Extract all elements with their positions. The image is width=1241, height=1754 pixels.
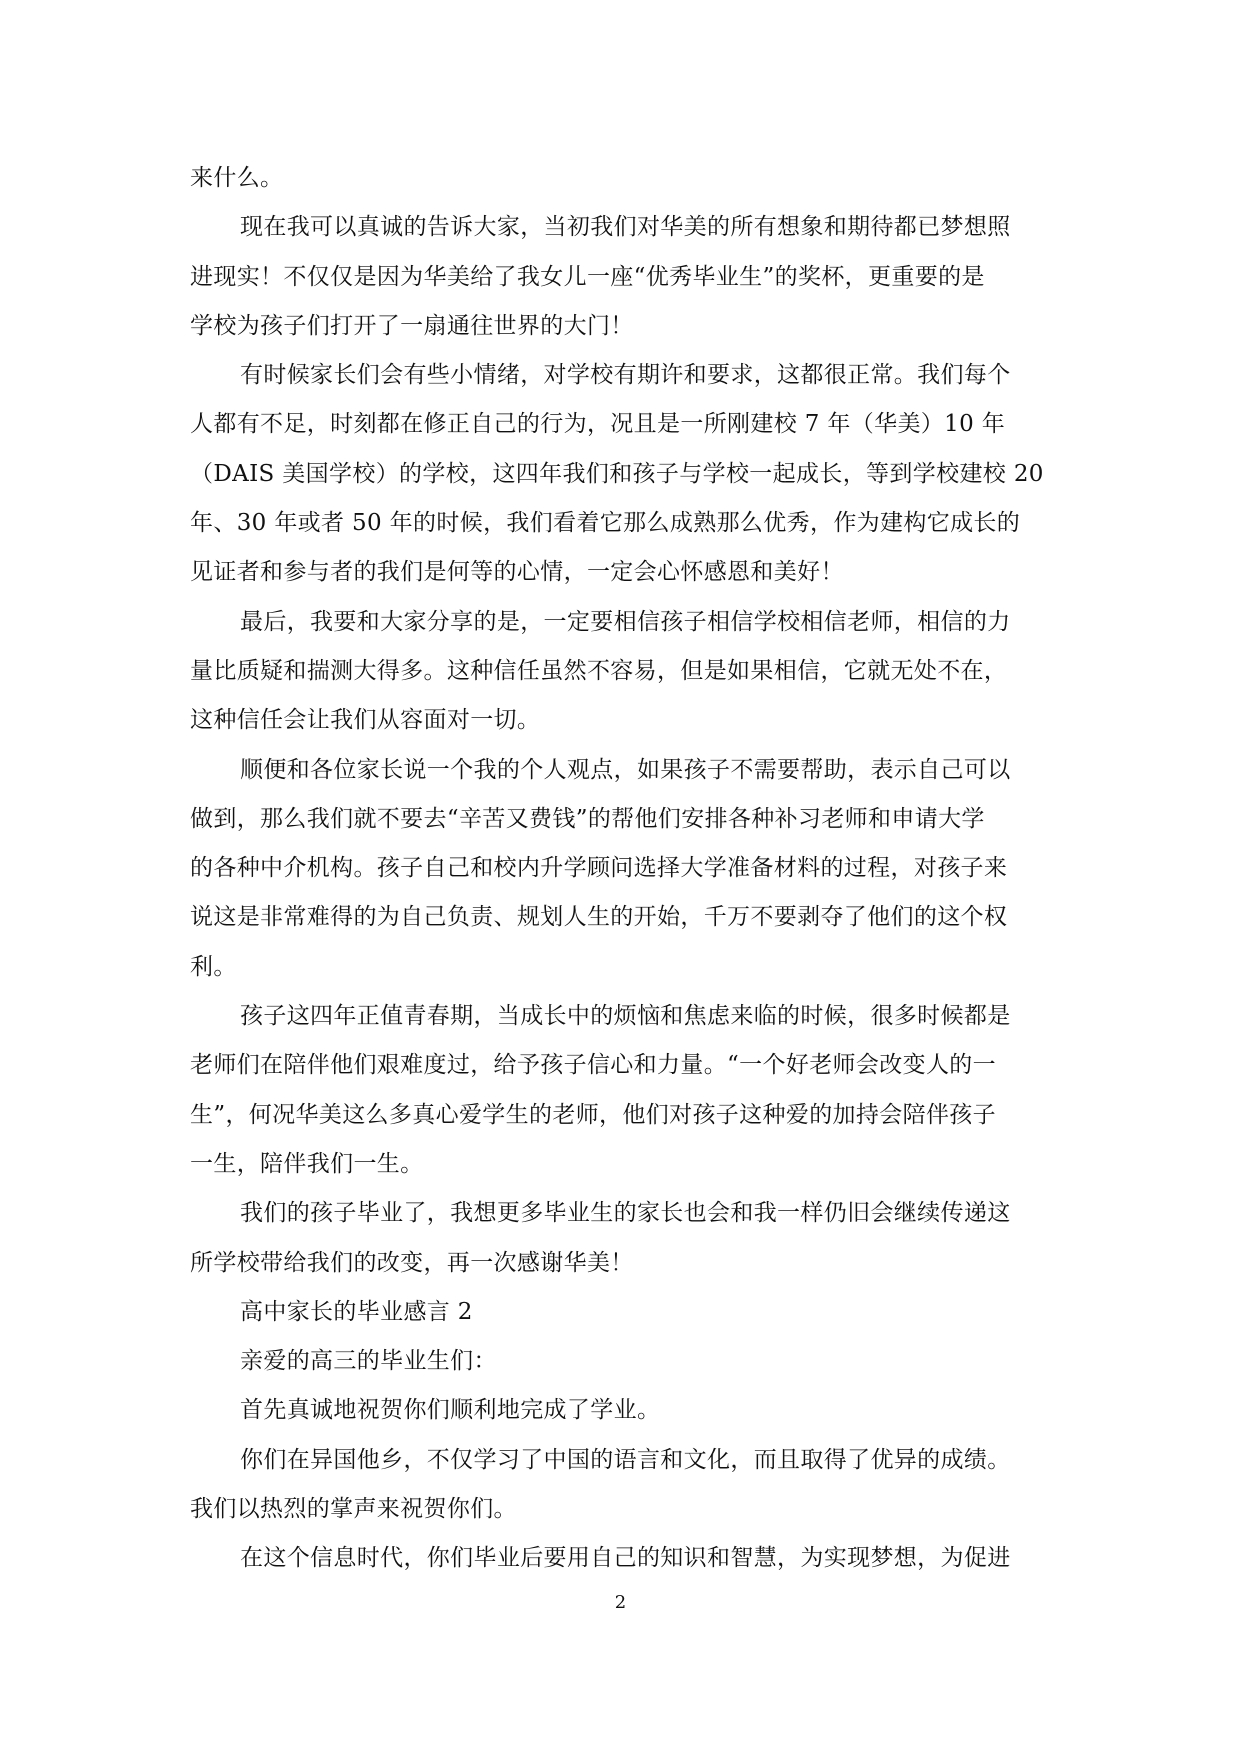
text-line: 所学校带给我们的改变，再一次感谢华美！ <box>190 1249 634 1276</box>
text-line: 生”，何况华美这么多真心爱学生的老师，他们对孩子这种爱的加持会陪伴孩子 <box>190 1101 997 1128</box>
text-line: 孩子这四年正值青春期，当成长中的烦恼和焦虑来临的时候，很多时候都是 <box>240 1003 1011 1030</box>
text-line: 来什么。 <box>190 165 284 191</box>
text-line: 一生，陪伴我们一生。 <box>190 1150 424 1177</box>
text-line: 有时候家长们会有些小情绪，对学校有期许和要求，这都很正常。我们每个 <box>240 362 1011 389</box>
text-line: 老师们在陪伴他们艰难度过，给予孩子信心和力量。“一个好老师会改变人的一 <box>190 1052 997 1079</box>
text-line: 的各种中介机构。孩子自己和校内升学顾问选择大学准备材料的过程，对孩子来 <box>190 855 1008 882</box>
text-line: 你们在异国他乡，不仅学习了中国的语言和文化，而且取得了优异的成绩。 <box>240 1446 1011 1473</box>
text-line: 学校为孩子们打开了一扇通往世界的大门！ <box>190 312 634 339</box>
text-line: 这种信任会让我们从容面对一切。 <box>190 707 541 734</box>
text-line: 高中家长的毕业感言 2 <box>240 1298 473 1325</box>
document-body <box>190 154 1060 1584</box>
text-line: 我们以热烈的掌声来祝贺你们。 <box>190 1496 517 1523</box>
page-number: 2 <box>614 1592 627 1613</box>
text-line: 首先真诚地祝贺你们顺利地完成了学业。 <box>240 1397 661 1424</box>
text-line: 见证者和参与者的我们是何等的心情，一定会心怀感恩和美好！ <box>190 559 844 586</box>
text-line: 在这个信息时代，你们毕业后要用自己的知识和智慧，为实现梦想，为促进 <box>240 1545 1011 1572</box>
text-line: 现在我可以真诚的告诉大家，当初我们对华美的所有想象和期待都已梦想照 <box>240 214 1011 241</box>
text-line: 顺便和各位家长说一个我的个人观点，如果孩子不需要帮助，表示自己可以 <box>240 756 1011 783</box>
text-line: 进现实！不仅仅是因为华美给了我女儿一座“优秀毕业生”的奖杯，更重要的是 <box>190 263 985 290</box>
text-line: 年、30 年或者 50 年的时候，我们看着它那么成熟那么优秀，作为建构它成长的 <box>190 510 1021 537</box>
text-line: 量比质疑和揣测大得多。这种信任虽然不容易，但是如果相信，它就无处不在， <box>190 657 1008 684</box>
text-line: （DAIS 美国学校）的学校，这四年我们和孩子与学校一起成长，等到学校建校 20 <box>190 460 1044 487</box>
text-line: 人都有不足，时刻都在修正自己的行为，况且是一所刚建校 7 年（华美）10 年 <box>190 411 1006 438</box>
text-line: 最后，我要和大家分享的是，一定要相信孩子相信学校相信老师，相信的力 <box>240 608 1011 635</box>
text-line: 利。 <box>190 953 237 980</box>
text-line: 亲爱的高三的毕业生们： <box>240 1348 497 1375</box>
text-line: 我们的孩子毕业了，我想更多毕业生的家长也会和我一样仍旧会继续传递这 <box>240 1200 1011 1227</box>
text-line: 做到，那么我们就不要去“辛苦又费钱”的帮他们安排各种补习老师和申请大学 <box>190 805 985 832</box>
text-line: 说这是非常难得的为自己负责、规划人生的开始，千万不要剥夺了他们的这个权 <box>190 904 1008 931</box>
